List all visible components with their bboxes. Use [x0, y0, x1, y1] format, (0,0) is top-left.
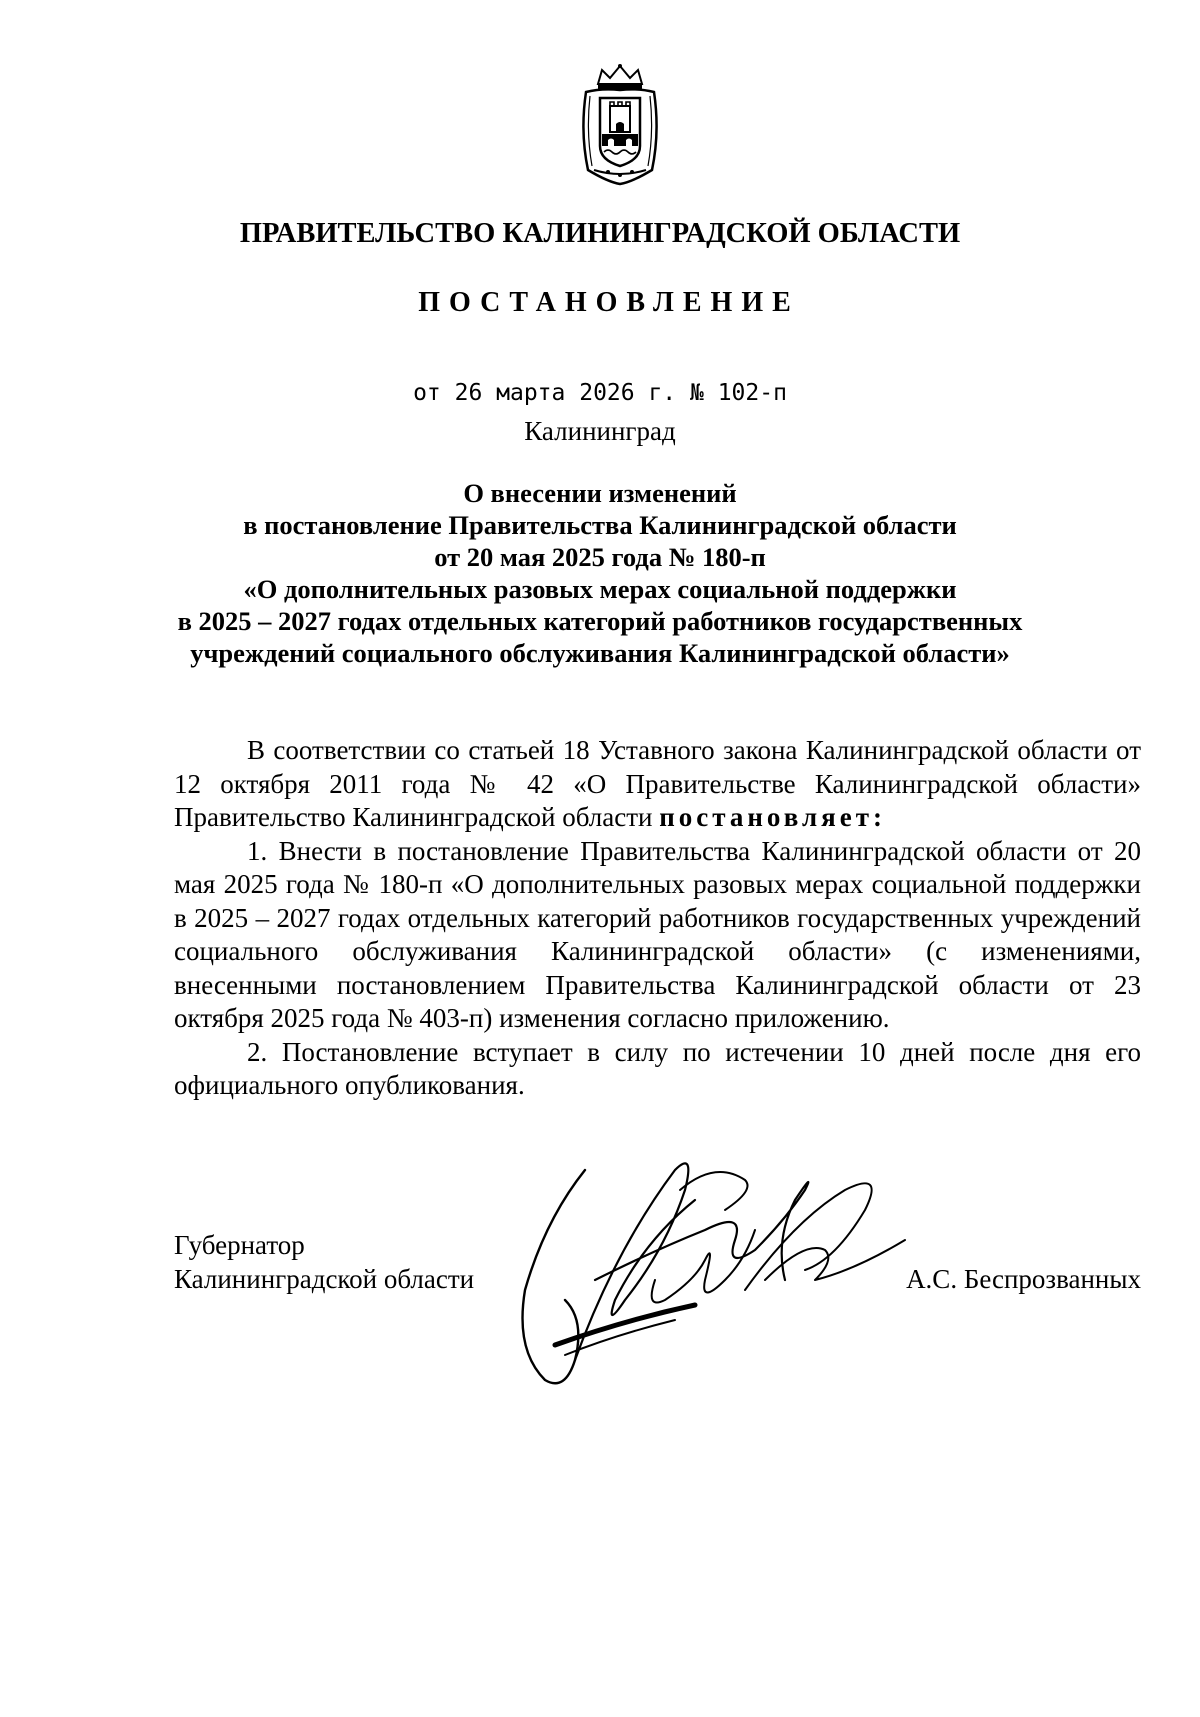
subject-line: «О дополнительных разовых мерах социальной поддержки: [243, 574, 957, 604]
city: Калининград: [524, 416, 676, 446]
decree-word: постановляет:: [659, 802, 886, 832]
document-subject: [0, 477, 1200, 669]
item-1-paragraph: 1. Внести в постановление Правительства Калининградской области от 20 мая 2025 года № 180-п «О дополнительных разовых мерах социальной поддержки в 2025 – 2027 годах отдельных категорий работников государственных учреждений социального обслуживания Калининградской области» (с изменениями, внесенными постановлением Правительства Калининградской области от 23 октября 2025 года № 403-п) изменения согласно приложению.: [174, 835, 1141, 1033]
signer-position-line: Калининградской области: [174, 1264, 475, 1294]
handwritten-signature-icon: [505, 1130, 925, 1420]
signer-name: А.С. Беспрозванных: [906, 1264, 1141, 1294]
subject-line: О внесении изменений: [463, 478, 737, 508]
date-and-number: от 26 марта 2026 г. № 102-п: [413, 380, 787, 406]
government-title: ПРАВИТЕЛЬСТВО КАЛИНИНГРАДСКОЙ ОБЛАСТИ: [239, 218, 961, 249]
item-2-paragraph: 2. Постановление вступает в силу по истечении 10 дней после дня его официального опубликования.: [174, 1036, 1141, 1100]
subject-line: в 2025 – 2027 годах отдельных категорий работников государственных: [177, 606, 1023, 636]
preamble-paragraph: [174, 734, 1141, 835]
subject-line: учреждений социального обслуживания Калининградской области»: [190, 638, 1010, 668]
subject-line: в постановление Правительства Калининградской области: [243, 510, 957, 540]
signer-position: [174, 1228, 474, 1296]
subject-line: от 20 мая 2025 года № 180-п: [434, 542, 766, 572]
coat-of-arms-icon: [578, 62, 662, 186]
document-body: [174, 734, 1141, 1103]
document-type: ПОСТАНОВЛЕНИЕ: [418, 287, 800, 318]
signer-position-line: Губернатор: [174, 1230, 305, 1260]
preamble-text: В соответствии со статьей 18 Уставного закона Калининградской области от 12 октября 2011 года № 42 «О Правительстве Калининградской области» Правительство Калининградской области: [174, 735, 1141, 832]
